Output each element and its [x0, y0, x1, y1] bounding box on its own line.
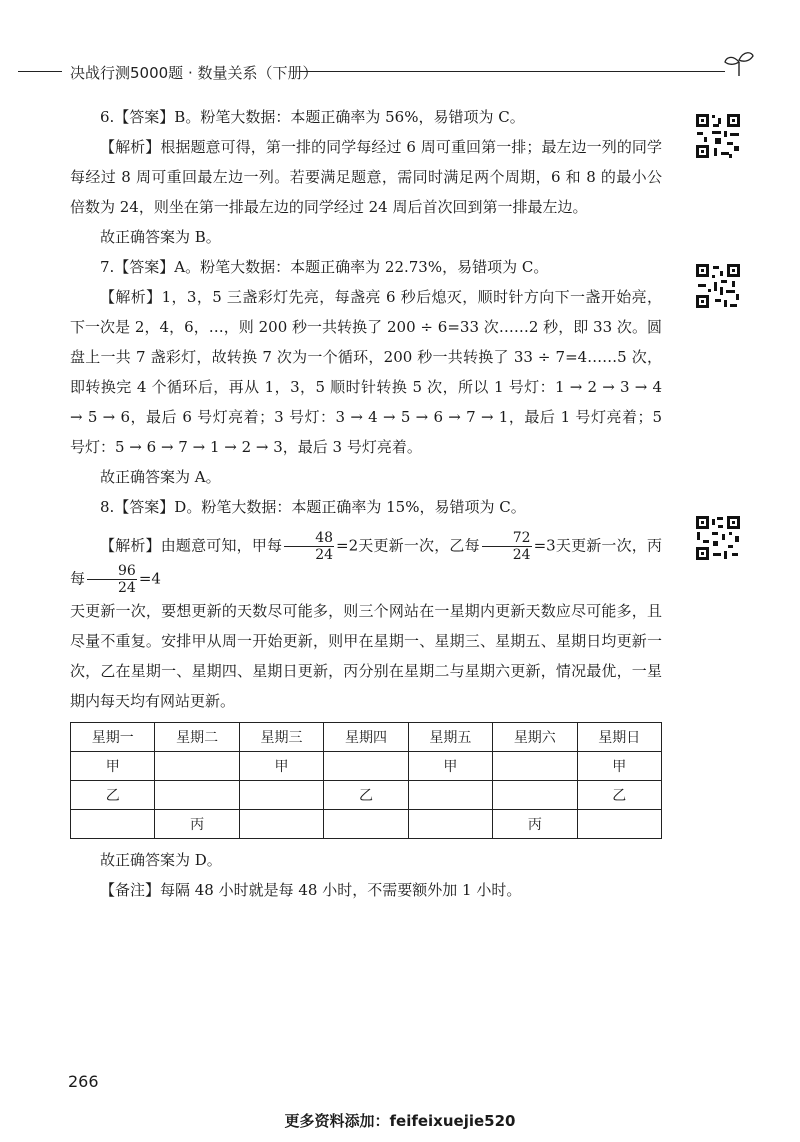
q6-conclusion: 故正确答案为 B。 — [100, 228, 221, 246]
qr-code-icon[interactable] — [694, 514, 742, 562]
table-cell: 乙 — [71, 781, 155, 810]
table-header-cell: 星期三 — [239, 723, 323, 752]
table-cell: 乙 — [324, 781, 408, 810]
q8-answer-line: 8.【答案】D。粉笔大数据：本题正确率为 15%，易错项为 C。 — [100, 498, 526, 516]
table-cell: 乙 — [577, 781, 661, 810]
table-header-cell: 星期一 — [71, 723, 155, 752]
table-cell: 甲 — [577, 752, 661, 781]
table-row — [71, 752, 662, 781]
q8-analysis-fraction-line — [70, 530, 662, 596]
table-cell — [324, 752, 408, 781]
header-rule-right — [300, 71, 725, 72]
qr-code-icon[interactable] — [694, 262, 742, 310]
table-cell — [493, 781, 577, 810]
fraction-48-24: $\frac{48}{24}$ — [284, 530, 334, 563]
table-cell — [577, 810, 661, 839]
q8-conclusion: 故正确答案为 D。 — [100, 851, 222, 869]
fraction-72-24: $\frac{72}{24}$ — [482, 530, 532, 563]
table-header-row — [71, 723, 662, 752]
table-cell — [408, 781, 492, 810]
q8-note: 【备注】每隔 48 小时就是每 48 小时，不需要额外加 1 小时。 — [100, 881, 522, 899]
table-cell: 丙 — [155, 810, 239, 839]
q8-mid-text-2: =3天更新一次，丙每 — [70, 536, 662, 588]
q8-mid-text-1: =2天更新一次，乙每 — [336, 536, 480, 555]
table-header-cell: 星期日 — [577, 723, 661, 752]
footer-contact-note: 更多资料添加：feifeixuejie520 — [284, 1112, 516, 1130]
table-cell — [155, 781, 239, 810]
qr-code-icon[interactable] — [694, 112, 742, 160]
q7-analysis: 【解析】1，3，5 三盏彩灯先亮，每盏亮 6 秒后熄灭，顺时针方向下一盏开始亮，下一次是 2，4，6，…，则 200 秒一共转换了 200 ÷ 6=33 次……2 秒，即 33 次。圆盘上一共 7 盏彩灯，故转换 7 次为一个循环，200 秒一共转换了 33 ÷ 7=4……5 次，即转换完 4 个循环后，再从 1，3，5 顺时针转换 5 次，所以 1 号灯：1 → 2 → 3 → 4 → 5 → 6，最后 6 号灯亮着；3 号灯：3 → 4 → 5 → 6 → 7 → 1，最后 1 号灯亮着；5 号灯：5 → 6 → 7 → 1 → 2 → 3，最后 3 号灯亮着。 — [70, 288, 662, 456]
table-row — [71, 781, 662, 810]
table-cell: 甲 — [239, 752, 323, 781]
running-header — [0, 58, 800, 88]
answer-content — [70, 102, 662, 905]
table-cell — [408, 810, 492, 839]
table-cell — [324, 810, 408, 839]
table-cell: 丙 — [493, 810, 577, 839]
fraction-96-24: $\frac{96}{24}$ — [87, 563, 137, 596]
table-header-cell: 星期二 — [155, 723, 239, 752]
table-cell — [155, 752, 239, 781]
table-cell — [239, 810, 323, 839]
table-cell — [71, 810, 155, 839]
table-cell — [493, 752, 577, 781]
table-header-cell: 星期四 — [324, 723, 408, 752]
q7-answer-line: 7.【答案】A。粉笔大数据：本题正确率为 22.73%，易错项为 C。 — [100, 258, 549, 276]
q8-mid-text-3: =4 — [138, 569, 161, 588]
table-row — [71, 810, 662, 839]
q8-analysis-rest: 天更新一次，要想更新的天数尽可能多，则三个网站在一星期内更新天数应尽可能多，且尽量不重复。安排甲从周一开始更新，则甲在星期一、星期三、星期五、星期日均更新一次，乙在星期一、星期四、星期日更新，丙分别在星期二与星期六更新，情况最优，一星期内每天均有网站更新。 — [70, 602, 662, 710]
q6-answer-line: 6.【答案】B。粉笔大数据：本题正确率为 56%，易错项为 C。 — [100, 108, 525, 126]
schedule-table — [70, 722, 662, 839]
q8-analysis-lead: 【解析】由题意可知，甲每 — [100, 536, 283, 555]
q7-conclusion: 故正确答案为 A。 — [100, 468, 221, 486]
q6-analysis: 【解析】根据题意可得，第一排的同学每经过 6 周可重回第一排；最左边一列的同学每经过 8 周可重回最左边一列。若要满足题意，需同时满足两个周期，6 和 8 的最小公倍数为 24，则坐在第一排最左边的同学经过 24 周后首次回到第一排最左边。 — [70, 138, 662, 216]
header-rule-left — [18, 71, 62, 72]
table-cell: 甲 — [71, 752, 155, 781]
table-header-cell: 星期六 — [493, 723, 577, 752]
page-number: 266 — [68, 1072, 99, 1091]
table-cell: 甲 — [408, 752, 492, 781]
book-title: 决战行测5000题 · 数量关系（下册） — [70, 64, 318, 82]
table-header-cell: 星期五 — [408, 723, 492, 752]
table-cell — [239, 781, 323, 810]
sprout-icon — [722, 46, 756, 84]
